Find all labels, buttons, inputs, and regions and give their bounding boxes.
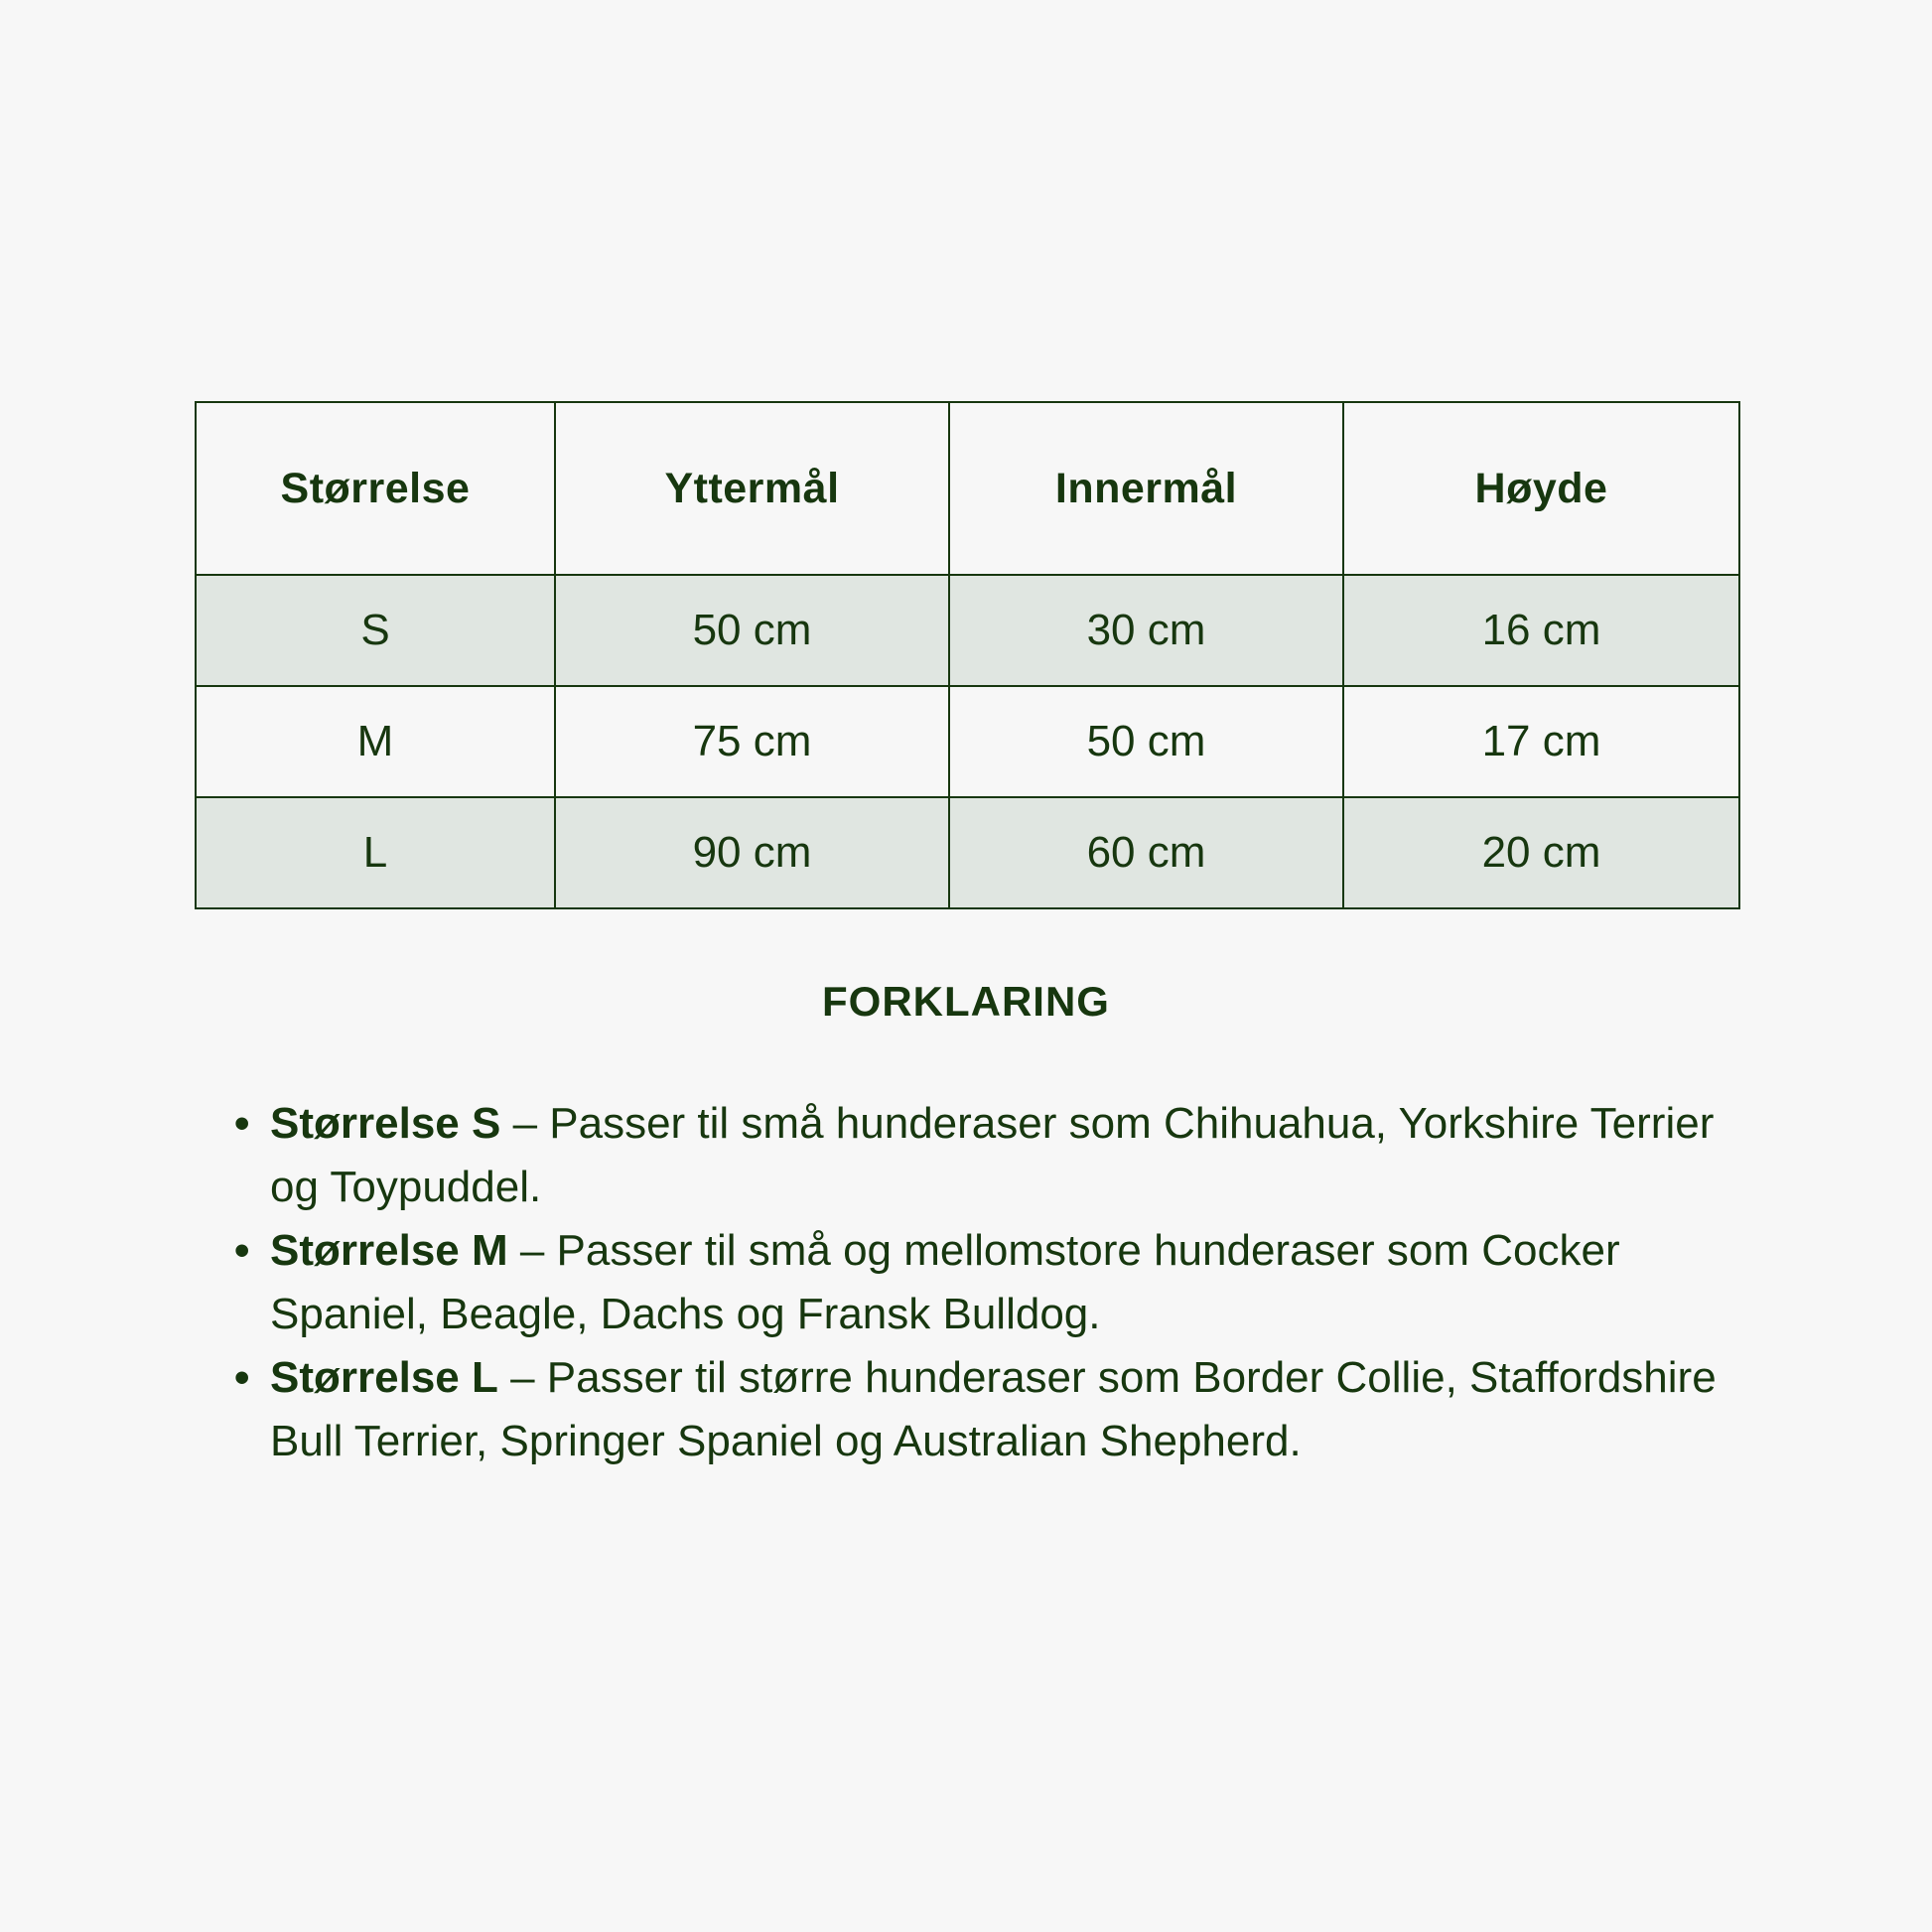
cell-size: S [196,575,555,686]
table-row [196,686,1739,797]
legend-list [234,1092,1739,1473]
list-item [234,1219,1739,1346]
item-label: Størrelse L [270,1353,498,1402]
cell-inner: 60 cm [949,797,1343,908]
header-height: Høyde [1343,402,1739,575]
cell-outer: 50 cm [555,575,949,686]
cell-height: 16 cm [1343,575,1739,686]
list-item [234,1346,1739,1473]
legend-title: FORKLARING [822,978,1110,1025]
header-size: Størrelse [196,402,555,575]
bullet-icon: • [234,1226,250,1275]
cell-inner: 30 cm [949,575,1343,686]
table-row [196,575,1739,686]
cell-inner: 50 cm [949,686,1343,797]
item-text: – Passer til små hunderaser som Chihuahua, Yorkshire Terrier og Toypuddel. [270,1099,1715,1211]
bullet-icon: • [234,1099,250,1148]
cell-height: 17 cm [1343,686,1739,797]
cell-size: M [196,686,555,797]
item-label: Størrelse M [270,1226,508,1275]
table-row [196,797,1739,908]
cell-outer: 90 cm [555,797,949,908]
cell-outer: 75 cm [555,686,949,797]
header-outer: Yttermål [555,402,949,575]
cell-size: L [196,797,555,908]
bullet-icon: • [234,1353,250,1402]
item-text: – Passer til større hunderaser som Border Collie, Staffordshire Bull Terrier, Springer Spaniel og Australian Shepherd. [270,1353,1717,1465]
header-inner: Innermål [949,402,1343,575]
item-label: Størrelse S [270,1099,501,1148]
item-text: – Passer til små og mellomstore hunderaser som Cocker Spaniel, Beagle, Dachs og Fransk Bulldog. [270,1226,1620,1338]
cell-height: 20 cm [1343,797,1739,908]
table-header-row [196,402,1739,575]
list-item [234,1092,1739,1219]
size-table [195,401,1740,909]
